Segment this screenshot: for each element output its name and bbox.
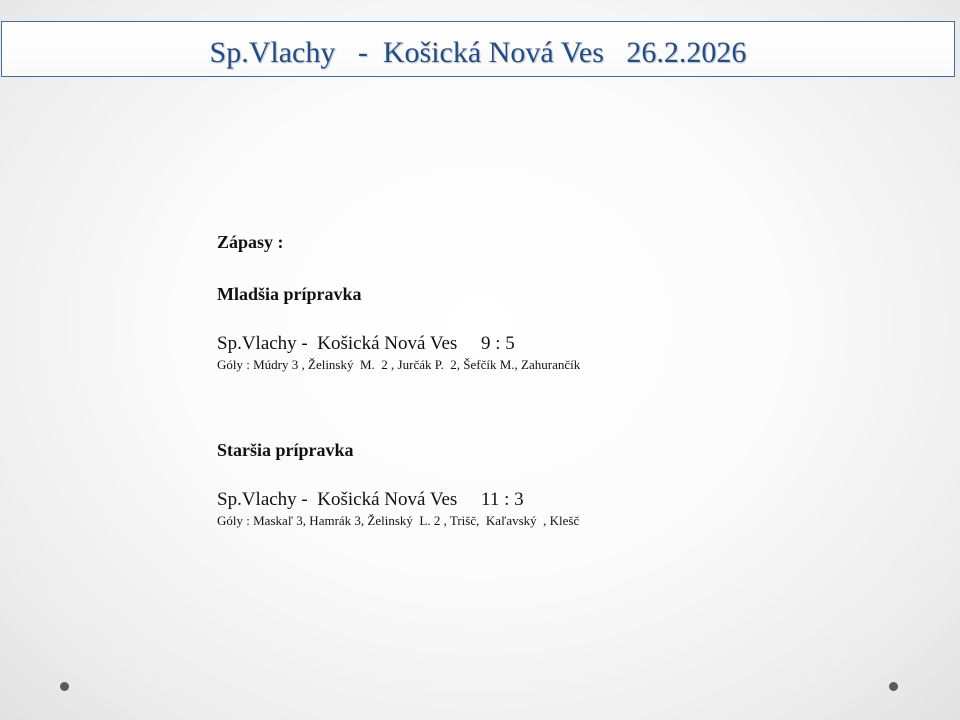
match-result-older: Sp.Vlachy - Košická Nová Ves 11 : 3 xyxy=(217,489,524,510)
decorative-dot-right xyxy=(889,682,898,691)
category-heading-older: Staršia prípravka xyxy=(217,440,354,460)
decorative-dot-left xyxy=(60,682,69,691)
section-heading: Zápasy : xyxy=(217,232,284,252)
title-box xyxy=(1,21,955,77)
goals-line-younger: Góly : Múdry 3 , Želinský M. 2 , Jurčák P. 2, Šefčík M., Zahurančík xyxy=(217,357,581,372)
slide-title: Sp.Vlachy - Košická Nová Ves 26.2.2026 xyxy=(209,36,747,69)
match-result-younger: Sp.Vlachy - Košická Nová Ves 9 : 5 xyxy=(217,333,515,354)
category-heading-younger: Mladšia prípravka xyxy=(217,284,362,304)
goals-line-older: Góly : Maskaľ 3, Hamrák 3, Želinský L. 2 , Trišč, Kaľavský , Klešč xyxy=(217,513,580,528)
slide-content xyxy=(217,230,917,530)
